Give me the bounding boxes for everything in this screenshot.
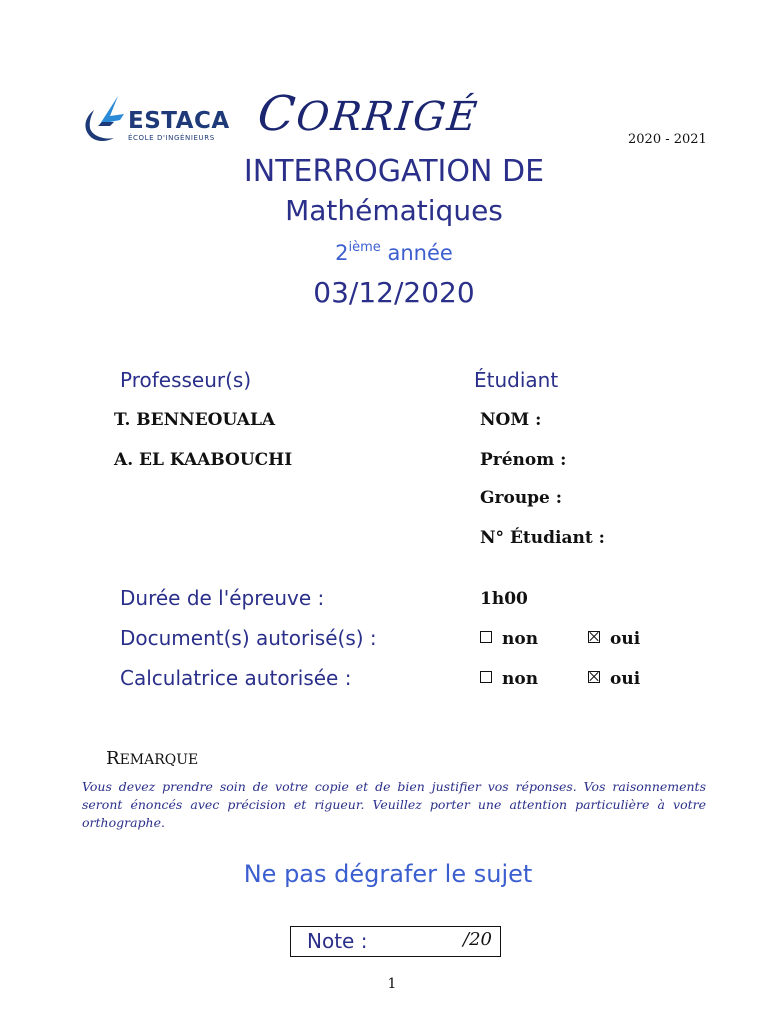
academic-year: 2020 - 2021 <box>628 132 707 147</box>
logo-subtitle: ÉCOLE D'INGÉNIEURS <box>128 134 215 142</box>
year-suffix: ième <box>348 240 381 255</box>
professors-heading: Professeur(s) <box>120 368 252 392</box>
do-not-unstaple-warning: Ne pas dégrafer le sujet <box>243 860 533 888</box>
professor-name: A. EL KAABOUCHI <box>114 450 293 470</box>
student-heading: Étudiant <box>474 368 559 392</box>
calculator-label: Calculatrice autorisée : <box>120 666 352 690</box>
exam-year-level <box>0 240 768 265</box>
student-group-field: Groupe : <box>480 488 563 508</box>
calculator-option-non: non <box>480 669 538 689</box>
grade-max: /20 <box>463 929 492 950</box>
grade-label: Note : <box>307 929 368 953</box>
student-number-field: N° Étudiant : <box>480 528 605 548</box>
student-firstname-field: Prénom : <box>480 450 567 470</box>
estaca-logo <box>80 92 230 150</box>
student-name-field: NOM : <box>480 410 542 430</box>
year-number: 2 <box>335 241 349 265</box>
unchecked-box-icon <box>480 671 492 683</box>
remarque-text: Vous devez prendre soin de votre copie et de bien justifier vos réponses. Vos raisonnements seront énoncés avec précision et rigueur. Veuillez porter une attention particulière à votre orthographe. <box>82 779 706 830</box>
grade-box <box>290 926 501 957</box>
duration-value: 1h00 <box>480 589 528 609</box>
exam-subject: Mathématiques <box>285 194 503 227</box>
documents-option-oui: oui <box>588 629 640 649</box>
page-number: 1 <box>387 976 397 992</box>
documents-option-non: non <box>480 629 538 649</box>
corrige-first-letter: C <box>255 86 300 142</box>
remarque-title: REMARQUE <box>106 748 199 769</box>
year-word: année <box>380 241 453 265</box>
professor-name: T. BENNEOUALA <box>114 410 276 430</box>
duration-label: Durée de l'épreuve : <box>120 586 325 610</box>
exam-date: 03/12/2020 <box>313 276 475 309</box>
unchecked-box-icon <box>480 631 492 643</box>
calculator-option-oui: oui <box>588 669 640 689</box>
checked-box-icon <box>588 631 600 643</box>
checked-box-icon <box>588 671 600 683</box>
exam-title: INTERROGATION DE <box>243 154 545 189</box>
plane-swoosh-icon <box>80 92 132 144</box>
logo-wordmark: ESTACA <box>128 108 230 134</box>
corrige-rest: ORRIGÉ <box>294 94 481 140</box>
documents-label: Document(s) autorisé(s) : <box>120 626 377 650</box>
handwritten-corrige <box>255 86 482 142</box>
